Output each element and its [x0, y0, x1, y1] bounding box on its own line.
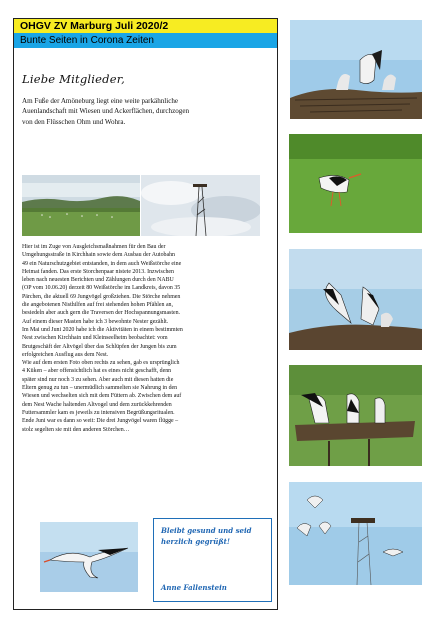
flying-stork-photo — [40, 522, 138, 592]
intro-line: von den Flüsschen Ohm und Wohra. — [22, 117, 126, 126]
body-line: Wie auf dem ersten Foto oben rechts zu sehen, gab es ursprünglich — [22, 360, 180, 367]
body-line: Pärchen, die aktuell 69 Jungvögel großziehen. Die Störche nehmen — [22, 293, 181, 300]
closing-box — [153, 518, 272, 602]
body-line: erfolgreichen Ausflug aus dem Nest. — [22, 351, 109, 358]
header-title: OHGV ZV Marburg Juli 2020/2 — [14, 19, 277, 33]
intro-line: Am Fuße der Amöneburg liegt eine weite parkähnliche — [22, 97, 179, 105]
body-line: Umgehungsstraße in Kirchhain sowie dem Ausbau der Autobahn — [22, 252, 175, 259]
landscape-photo — [22, 175, 140, 236]
closing-line-1: Bleibt gesund und seid — [161, 526, 252, 535]
header-subtitle: Bunte Seiten in Corona Zeiten — [14, 33, 277, 48]
stork-meadow-photo — [289, 134, 422, 233]
pylon-photo — [141, 175, 260, 236]
greeting: Liebe Mitglieder, — [22, 72, 125, 86]
body-line: (OP vom 10.06.20) derzeit 80 Weißstörche im Landkreis, davon 35 — [22, 285, 181, 292]
body-line: Brutgeschäft der Altvögel über das Schlüpfen der Jungen bis zum — [22, 343, 177, 350]
body-line: später sind nur noch 3 zu sehen. Aber auch mit diesen hatten die — [22, 376, 174, 383]
body-line: dem Nest Wache haltenden Altvogel und dem zurückkehrenden — [22, 401, 172, 408]
body-line: Ende Juni war es dann so weit: Die drei Jungvögel waren flügge – — [22, 418, 179, 425]
storks-departure-photo — [289, 482, 422, 585]
nest-greeting-photo — [289, 249, 422, 350]
body-line: besiedeln aber auch gern die Traversen der Hochspannungsmasten. — [22, 310, 181, 317]
main-paragraph — [22, 243, 274, 434]
body-line: die angebotenen Nisthilfen auf frei stehenden hohen Pfählen an, — [22, 302, 173, 309]
body-line: 4 Küken – aber offensichtlich hat es eines nicht geschafft, denn — [22, 368, 172, 375]
intro-line: Auenlandschaft mit Wiesen und Ackerflächen, durchzogen — [22, 107, 190, 116]
body-line: Heimat fanden. Das erste Storchenpaar nistete 2013. Inzwischen — [22, 268, 174, 275]
closing-line-2: herzlich gegrüßt! — [161, 537, 230, 546]
intro-paragraph — [22, 96, 272, 127]
body-line: Nest zwischen Kirchhain und Kleinseelheim beobachtet: vom — [22, 335, 168, 342]
body-line: Hier ist im Zuge von Ausgleichsmaßnahmen für den Bau der — [22, 244, 166, 250]
nest-chicks-photo — [290, 20, 422, 119]
body-line: Im Mai und Juni 2020 habe ich die Aktivitäten in einem bestimmten — [22, 326, 183, 333]
signature: Anne Fallenstein — [161, 583, 227, 592]
body-line: Auf einem dieser Masten habe ich 3 bewohnte Nester gezählt. — [22, 318, 169, 325]
nest-pair-photo — [289, 365, 422, 466]
body-line: 49 ein Naturschutzgebiet entstanden, in dem auch Weißstörche eine — [22, 260, 182, 267]
body-line: Wiesen und wechselten sich mit dem Füttern ab. Zwischen dem auf — [22, 393, 182, 400]
body-line: stolz segelten sie mit den anderen Störchen… — [22, 426, 130, 433]
body-line: leben nach neuesten Berichten und Zählungen durch den NABU — [22, 277, 174, 284]
body-line: Eltern genug zu tun – unermüdlich sammelten sie Nahrung in den — [22, 385, 178, 392]
body-line: Futtersammler kam es jeweils zu intensiven Begrüßungsritualen. — [22, 409, 175, 416]
